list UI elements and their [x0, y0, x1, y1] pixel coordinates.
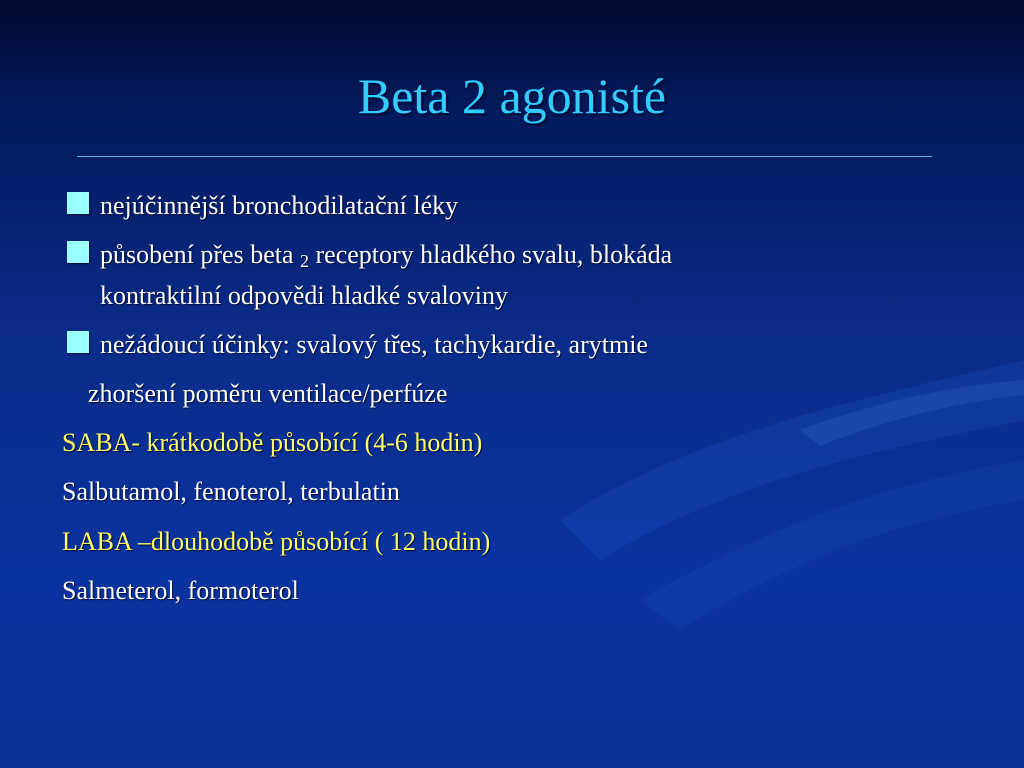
saba-heading: SABA- krátkodobě působící (4-6 hodin) [62, 428, 483, 457]
bullet-2-text-start: působení přes beta [100, 240, 301, 269]
laba-drugs: Salmeterol, formoterol [62, 576, 299, 605]
bullet-2-text [100, 239, 672, 277]
laba-heading: LABA –dlouhodobě působící ( 12 hodin) [62, 527, 491, 556]
saba-drugs: Salbutamol, fenoterol, terbulatin [62, 477, 400, 506]
bullet-2-continuation: kontraktilní odpovědi hladké svaloviny [100, 281, 508, 310]
extra-line: zhoršení poměru ventilace/perfúze [88, 379, 448, 408]
square-bullet-icon [67, 331, 89, 353]
bullet-1-text: nejúčinnější bronchodilatační léky [100, 191, 459, 220]
square-bullet-icon [67, 241, 89, 263]
square-bullet-icon [67, 192, 89, 214]
bullet-3-text: nežádoucí účinky: svalový třes, tachykardie, arytmie [100, 330, 648, 359]
bullet-2-text-end: receptory hladkého svalu, blokáda [309, 240, 673, 269]
slide-title: Beta 2 agonisté [357, 68, 667, 124]
bullet-2-subscript: 2 [300, 251, 310, 271]
